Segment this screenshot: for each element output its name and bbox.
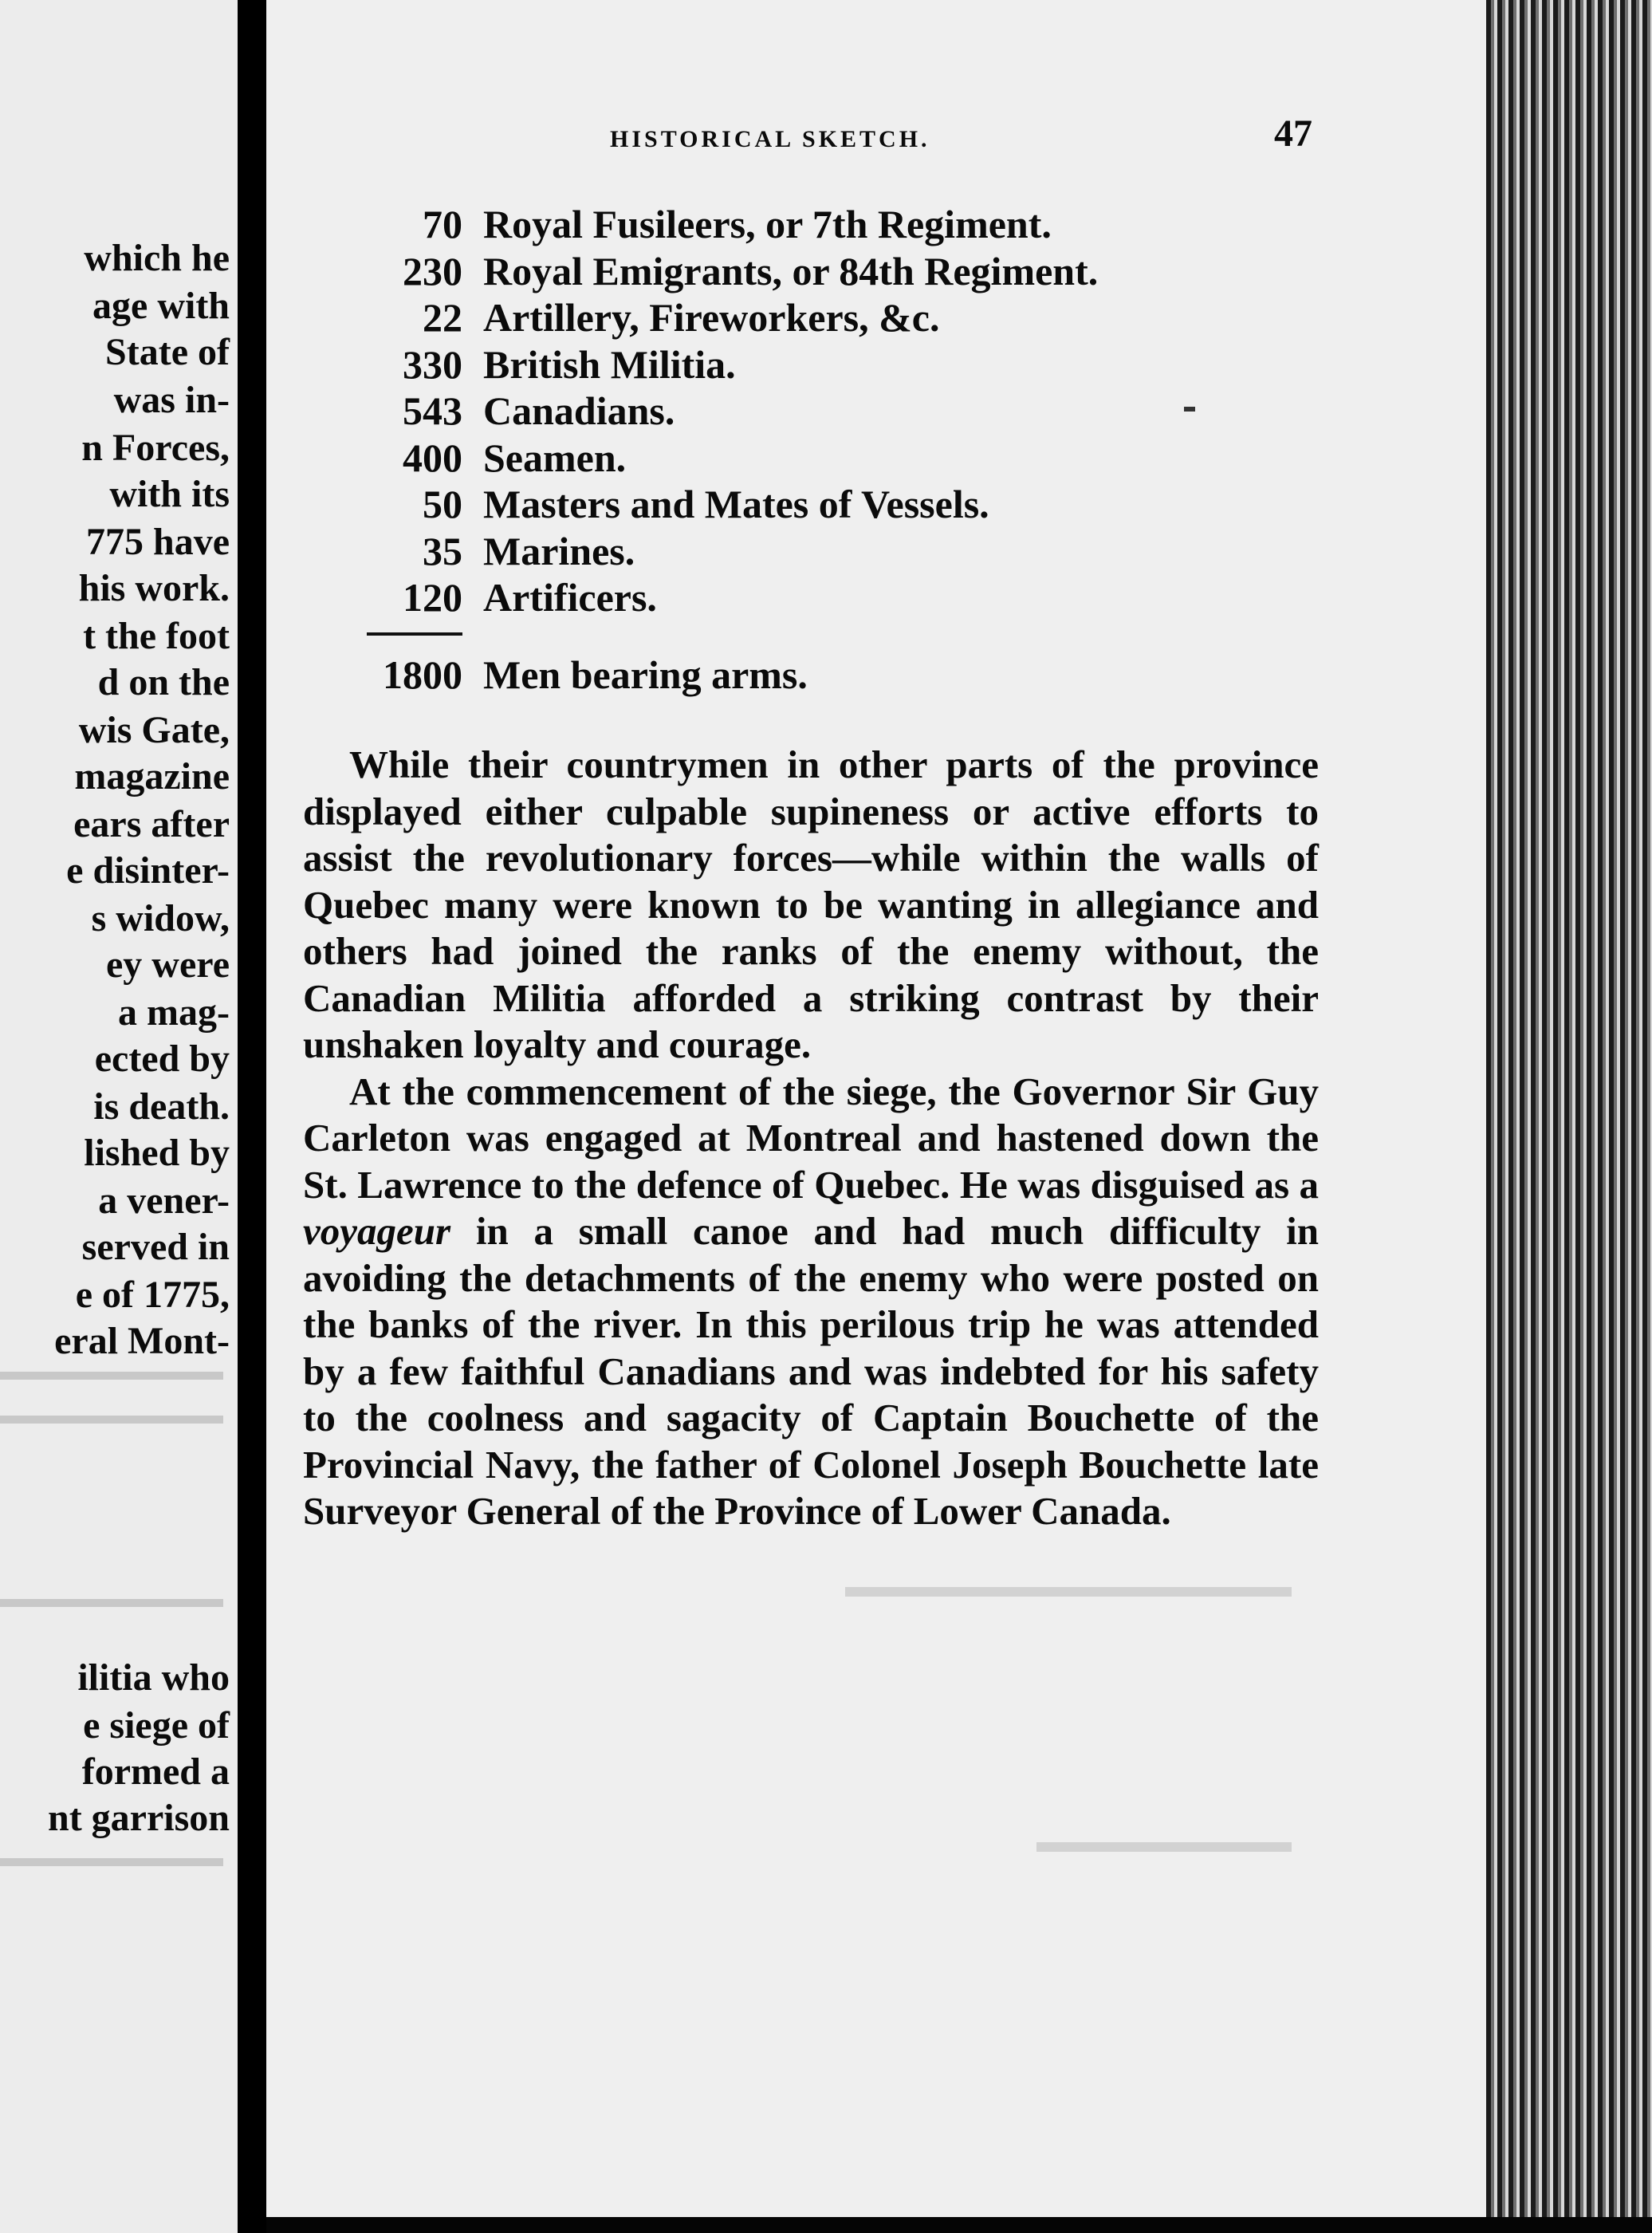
list-item <box>343 528 1379 575</box>
total-count: 1800 <box>383 652 462 697</box>
left-page-line: e siege of <box>83 1704 230 1747</box>
left-page-line: eral Mont- <box>54 1320 230 1362</box>
list-unit: Masters and Mates of Vessels. <box>483 482 989 527</box>
list-item <box>343 481 1379 528</box>
left-page-line: t the foot <box>83 615 230 657</box>
left-page-line: which he <box>84 237 230 279</box>
list-count: 230 <box>403 248 462 293</box>
left-page-line: wis Gate, <box>78 709 230 751</box>
show-through-bleed <box>845 1587 1292 1597</box>
left-page-line: is death. <box>93 1085 230 1128</box>
page-number: 47 <box>1274 112 1312 155</box>
list-unit: Canadians. <box>483 388 675 434</box>
list-count: 35 <box>423 528 462 573</box>
italic-term: voyageur <box>303 1209 451 1253</box>
show-through-bleed <box>1036 1842 1292 1852</box>
left-page-line: State of <box>105 331 230 373</box>
left-page-line: ey were <box>105 943 230 986</box>
left-page-line: n Forces, <box>81 427 230 469</box>
page-edges <box>1486 0 1652 2233</box>
paragraph-text: in a small canoe and had much difficulty in avoiding the detachments of the enemy who were posted on the banks of the river. In this perilous trip he was attended by a few faithful Canadians and was indebted for his safety to the coolness and sagacity of Captain Bouchette of the Provincial Navy, the father of Colonel Joseph Bouchette late Surveyor General of the Province of Lower Canada. <box>303 1209 1319 1533</box>
list-item <box>343 435 1379 482</box>
list-count: 50 <box>423 482 462 527</box>
list-item <box>343 201 1379 248</box>
left-page-line: his work. <box>78 567 230 609</box>
list-count: 400 <box>403 435 462 480</box>
garrison-list <box>343 201 1379 698</box>
body-text <box>303 742 1319 1535</box>
left-page-bleed <box>0 1372 223 1380</box>
left-page-bleed <box>0 1416 223 1424</box>
left-page-line: s widow, <box>91 897 230 939</box>
paragraph: While their countrymen in other parts of the province displayed either culpable supineness or active efforts to assist the revolutionary forces—while within the walls of Quebec many were known to be wanting in allegiance and others had joined the ranks of the enemy without, the Canadian Militia afforded a striking contrast by their unshaken loyalty and courage. <box>303 742 1319 1066</box>
list-unit: British Militia. <box>483 341 736 387</box>
list-count: 330 <box>403 341 462 387</box>
left-page-line: formed a <box>81 1751 230 1793</box>
running-head: HISTORICAL SKETCH. <box>610 126 930 152</box>
left-page-line: ected by <box>94 1038 230 1080</box>
list-count: 70 <box>423 202 462 247</box>
left-page-line: with its <box>109 473 230 515</box>
paragraph <box>303 1069 1319 1535</box>
left-page-bleed <box>0 1599 223 1607</box>
left-page <box>0 0 238 2233</box>
list-unit: Seamen. <box>483 435 627 480</box>
left-page-line: ilitia who <box>77 1656 230 1699</box>
bottom-edge <box>266 2217 1652 2233</box>
total-rule <box>367 632 462 636</box>
left-page-line: nt garrison <box>48 1797 230 1839</box>
left-page-line: d on the <box>97 661 230 703</box>
list-count: 22 <box>423 295 462 341</box>
left-page-line: magazine <box>74 755 230 798</box>
paragraph-text: At the commencement of the siege, the Governor Sir Guy Carleton was engaged at Montreal and hastened down the St. Lawrence to the defence of Quebec. He was disguised as a <box>303 1069 1319 1207</box>
list-total <box>343 652 1379 699</box>
left-page-line: a vener- <box>98 1180 230 1222</box>
left-page-line: lished by <box>84 1132 230 1174</box>
list-unit: Marines. <box>483 528 635 573</box>
list-unit: Artillery, Fireworkers, &c. <box>483 295 940 341</box>
list-unit: Royal Fusileers, or 7th Regiment. <box>483 202 1052 247</box>
list-count: 120 <box>403 575 462 620</box>
list-count: 543 <box>403 388 462 434</box>
list-item <box>343 574 1379 621</box>
left-page-bleed <box>0 1858 223 1866</box>
left-page-line: e disinter- <box>66 849 230 892</box>
total-unit: Men bearing arms. <box>483 652 808 697</box>
list-item <box>343 341 1379 388</box>
left-page-line: age with <box>92 285 230 327</box>
list-unit: Royal Emigrants, or 84th Regiment. <box>483 248 1099 293</box>
left-page-line: a mag- <box>118 991 230 1034</box>
left-page-line: served in <box>81 1226 230 1268</box>
list-item <box>343 294 1379 341</box>
list-item <box>343 388 1379 435</box>
left-page-line: 775 have <box>86 521 230 563</box>
left-page-line: e of 1775, <box>75 1274 230 1316</box>
list-item <box>343 248 1379 295</box>
left-page-line: was in- <box>113 379 230 421</box>
left-page-line: ears after <box>73 803 230 845</box>
list-unit: Artificers. <box>483 575 657 620</box>
book-gutter <box>238 0 266 2233</box>
